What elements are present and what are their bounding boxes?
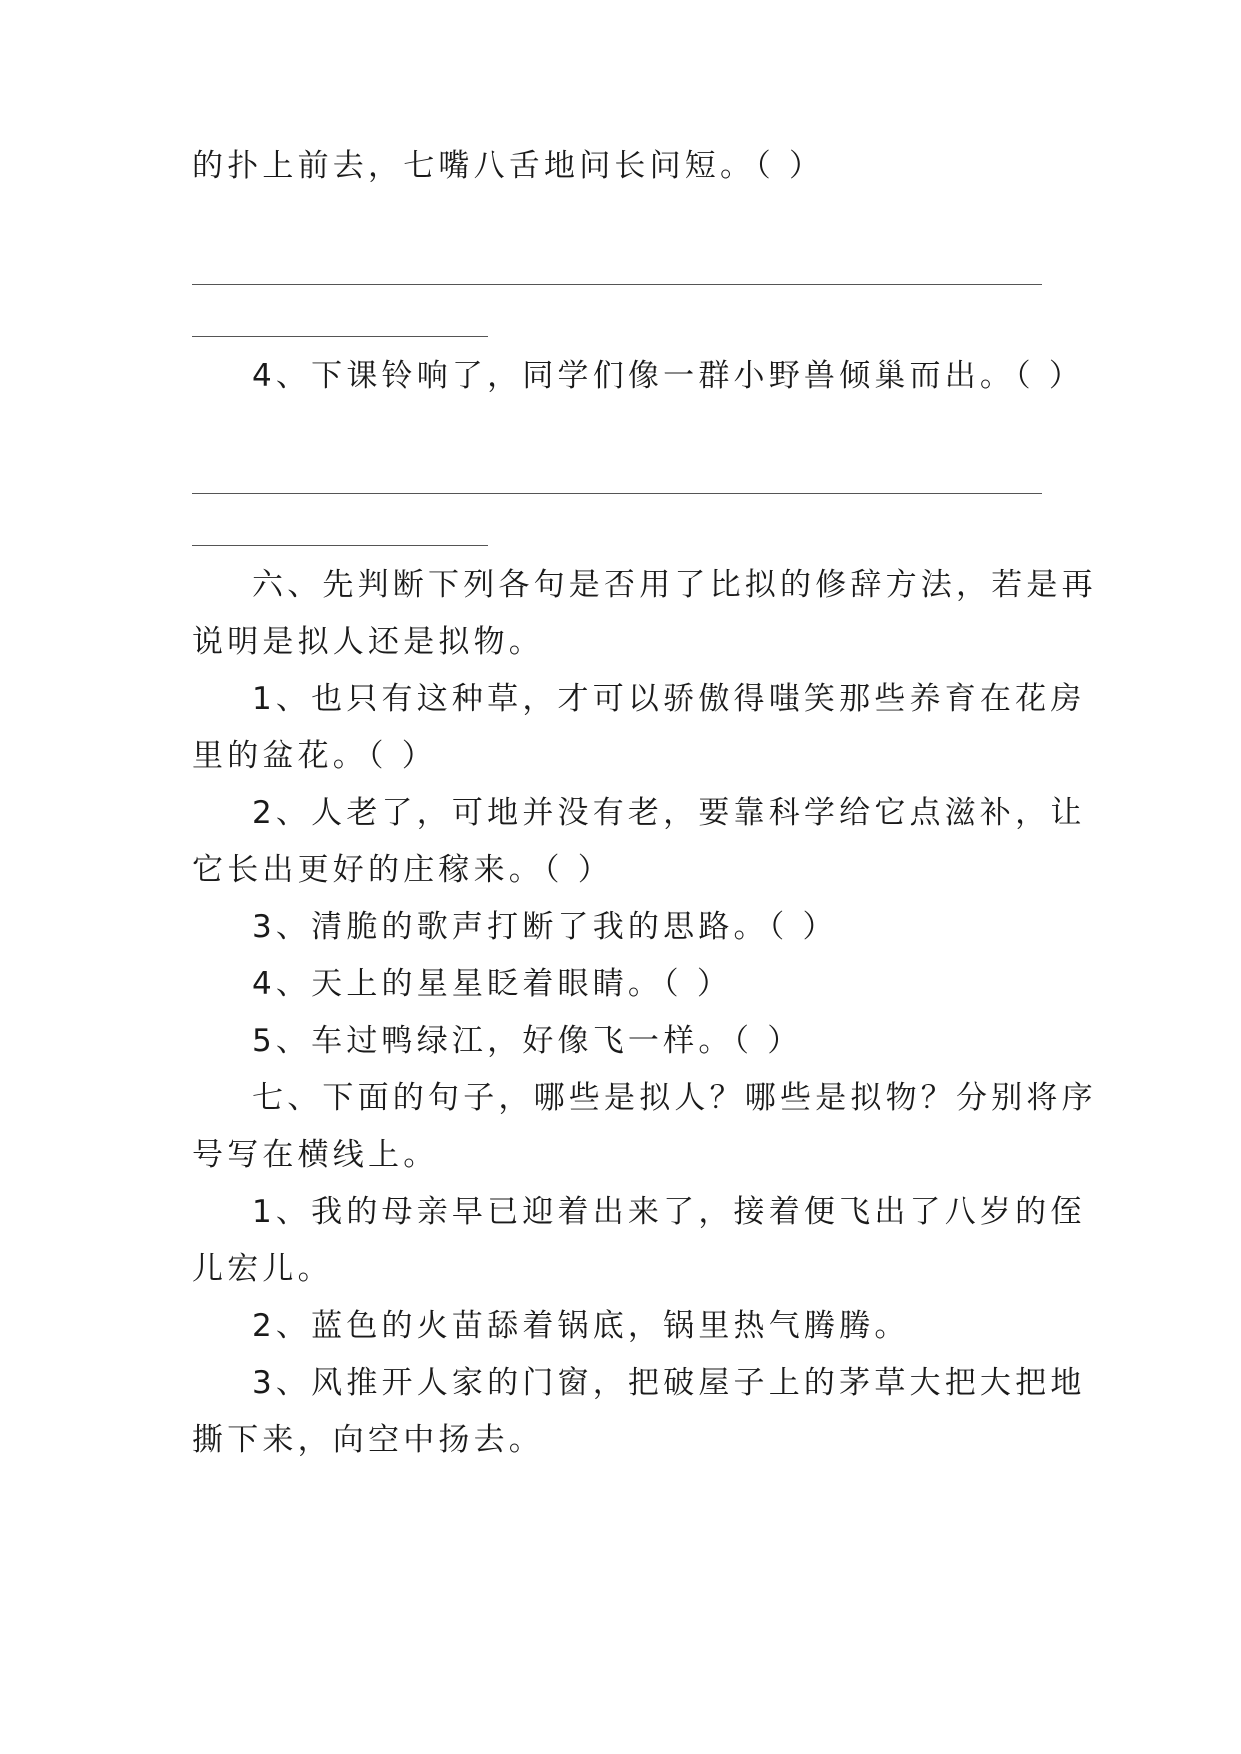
continuation-text: 的扑上前去，七嘴八舌地问长问短。（ ） xyxy=(192,148,825,184)
section-heading: 七、下面的句子，哪些是拟人？哪些是拟物？分别将序 xyxy=(252,1080,1097,1116)
question-item: 3、清脆的歌声打断了我的思路。（ ） xyxy=(252,909,838,945)
answer-line xyxy=(192,284,1042,285)
answer-line xyxy=(192,493,1042,494)
answer-line xyxy=(192,336,488,337)
question-item: 2、人老了，可地并没有老，要靠科学给它点滋补，让 xyxy=(252,795,1086,831)
question-item-cont: 儿宏儿。 xyxy=(192,1251,333,1287)
question-item: 1、我的母亲早已迎着出来了，接着便飞出了八岁的侄 xyxy=(252,1194,1086,1230)
section-heading: 六、先判断下列各句是否用了比拟的修辞方法，若是再 xyxy=(252,567,1097,603)
question-item: 1、也只有这种草，才可以骄傲得嗤笑那些养育在花房 xyxy=(252,681,1086,717)
question-item-cont: 撕下来，向空中扬去。 xyxy=(192,1422,544,1458)
section-heading-cont: 号写在横线上。 xyxy=(192,1137,439,1173)
question-item: 4、下课铃响了，同学们像一群小野兽倾巢而出。（ ） xyxy=(252,358,1085,394)
answer-line xyxy=(192,545,488,546)
section-heading-cont: 说明是拟人还是拟物。 xyxy=(192,624,544,660)
question-item-cont: 里的盆花。（ ） xyxy=(192,738,437,774)
question-item: 2、蓝色的火苗舔着锅底，锅里热气腾腾。 xyxy=(252,1308,910,1344)
question-item: 3、风推开人家的门窗，把破屋子上的茅草大把大把地 xyxy=(252,1365,1086,1401)
question-item: 4、天上的星星眨着眼睛。（ ） xyxy=(252,966,733,1002)
question-item: 5、车过鸭绿江，好像飞一样。（ ） xyxy=(252,1023,803,1059)
question-item-cont: 它长出更好的庄稼来。（ ） xyxy=(192,852,613,888)
